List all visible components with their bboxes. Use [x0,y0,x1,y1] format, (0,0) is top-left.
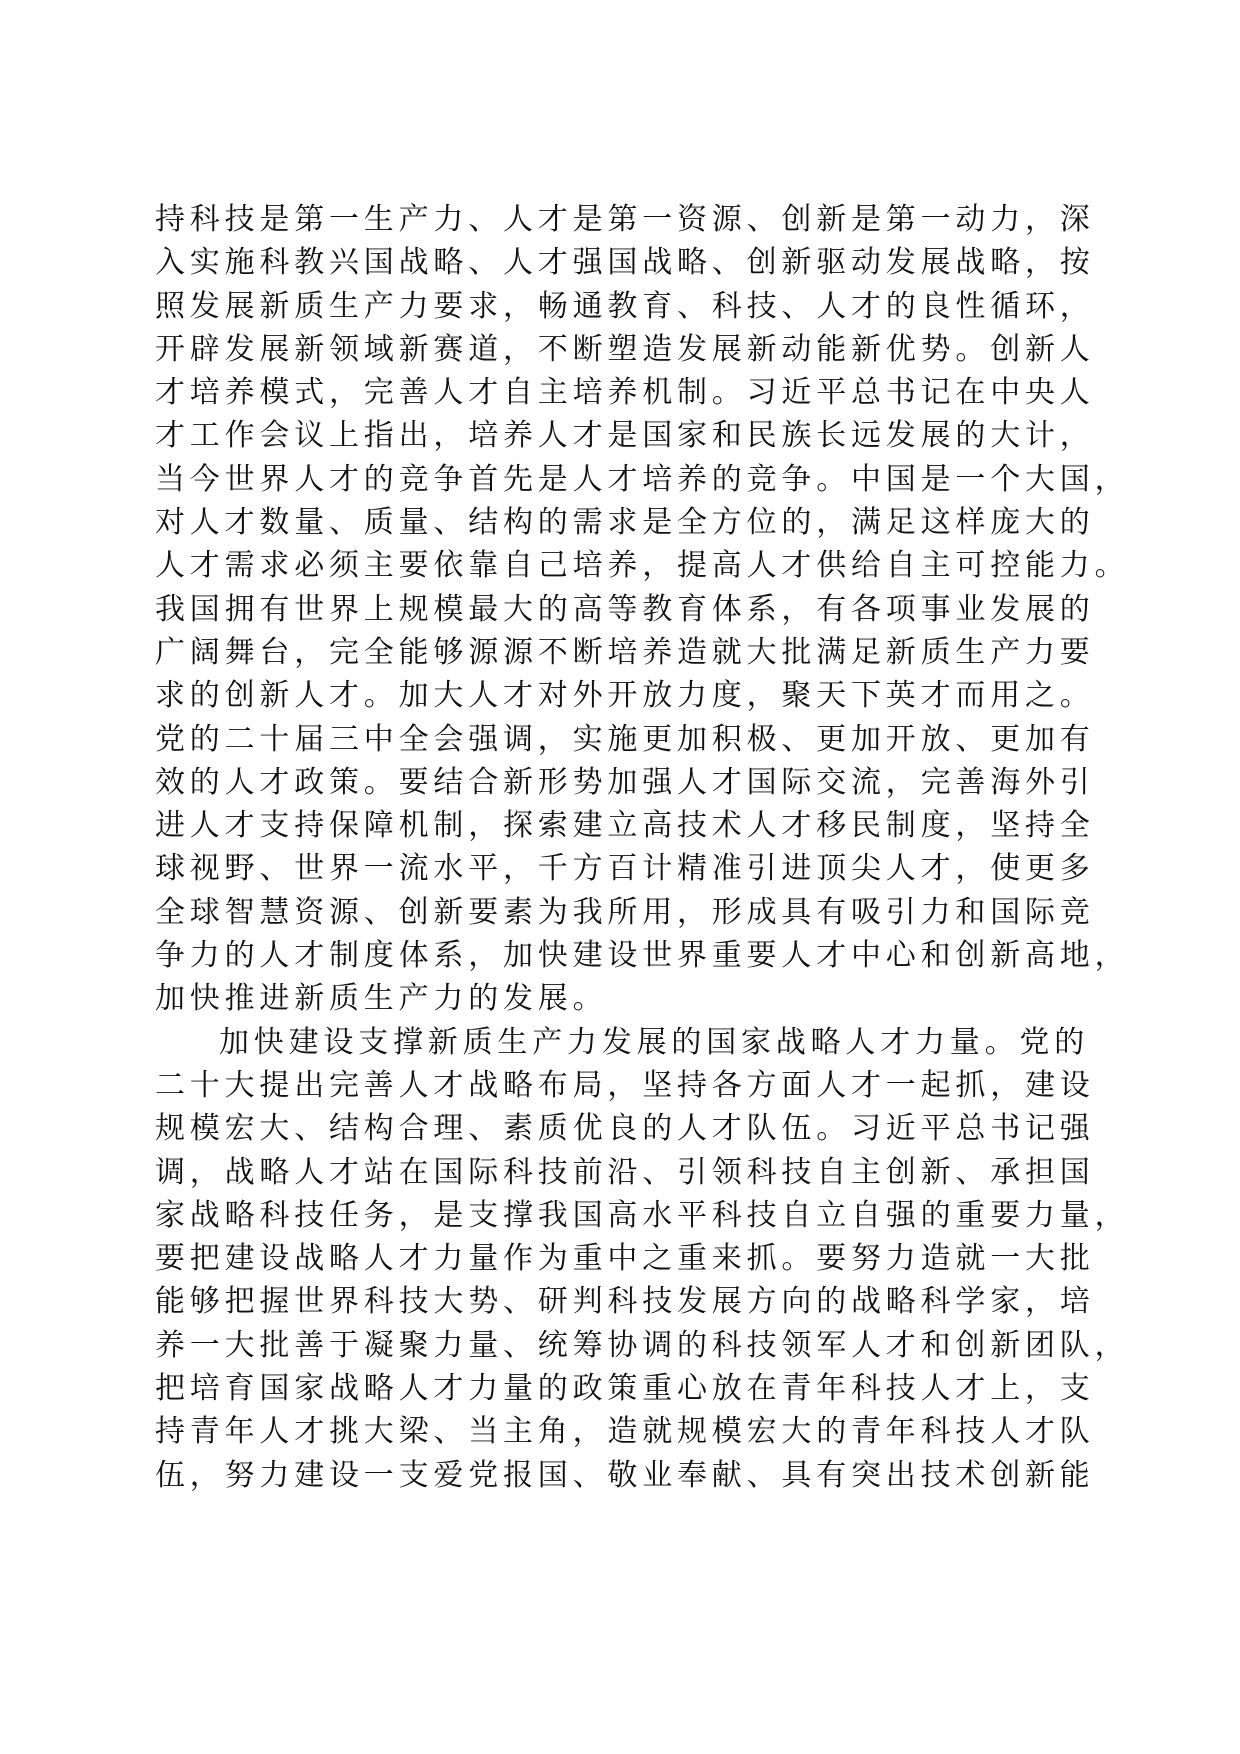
text-line: 当今世界人才的竞争首先是人才培养的竞争。中国是一个大国， [155,461,1130,497]
text-line: 要把建设战略人才力量作为重中之重来抓。要努力造就一大批 [155,1241,1095,1277]
text-line: 求的创新人才。加大人才对外开放力度，聚天下英才而用之。 [155,678,1095,714]
text-line: 照发展新质生产力要求，畅通教育、科技、人才的良性循环， [155,288,1095,324]
text-line: 加快推进新质生产力的发展。 [155,981,608,1017]
text-line: 对人才数量、质量、结构的需求是全方位的，满足这样庞大的 [155,505,1095,541]
text-line: 效的人才政策。要结合新形势加强人才国际交流，完善海外引 [155,764,1095,800]
text-line: 争力的人才制度体系，加快建设世界重要人才中心和创新高地， [155,938,1130,974]
text-line: 持青年人才挑大梁、当主角，造就规模宏大的青年科技人才队 [155,1414,1095,1450]
text-line: 我国拥有世界上规模最大的高等教育体系，有各项事业发展的 [155,591,1095,627]
text-line: 入实施科教兴国战略、人才强国战略、创新驱动发展战略，按 [155,245,1095,281]
text-line: 养一大批善于凝聚力量、统筹协调的科技领军人才和创新团队， [155,1327,1130,1363]
text-line: 持科技是第一生产力、人才是第一资源、创新是第一动力，深 [155,202,1095,237]
text-line: 伍，努力建设一支爱党报国、敬业奉献、具有突出技术创新能 [155,1457,1095,1493]
text-line: 才工作会议上指出，培养人才是国家和民族长远发展的大计， [155,418,1095,454]
text-line: 加快建设支撑新质生产力发展的国家战略人才力量。党的 [219,1024,1089,1060]
text-line: 球视野、世界一流水平，千方百计精准引进顶尖人才，使更多 [155,851,1095,887]
text-line: 调，战略人才站在国际科技前沿、引领科技自主创新、承担国 [155,1154,1095,1190]
text-line: 人才需求必须主要依靠自己培养，提高人才供给自主可控能力。 [155,548,1130,584]
text-line: 全球智慧资源、创新要素为我所用，形成具有吸引力和国际竞 [155,894,1095,930]
text-line: 家战略科技任务，是支撑我国高水平科技自立自强的重要力量， [155,1197,1130,1233]
text-line: 二十大提出完善人才战略布局，坚持各方面人才一起抓，建设 [155,1067,1095,1103]
text-line: 把培育国家战略人才力量的政策重心放在青年科技人才上，支 [155,1371,1095,1407]
body-text [155,198,1130,1497]
text-line: 进人才支持保障机制，探索建立高技术人才移民制度，坚持全 [155,808,1095,844]
text-line: 才培养模式，完善人才自主培养机制。习近平总书记在中央人 [155,375,1095,411]
text-line: 开辟发展新领域新赛道，不断塑造发展新动能新优势。创新人 [155,331,1095,367]
text-line: 能够把握世界科技大势、研判科技发展方向的战略科学家，培 [155,1284,1095,1320]
text-line: 规模宏大、结构合理、素质优良的人才队伍。习近平总书记强 [155,1111,1095,1147]
text-line: 党的二十届三中全会强调，实施更加积极、更加开放、更加有 [155,721,1095,757]
text-line: 广阔舞台，完全能够源源不断培养造就大批满足新质生产力要 [155,634,1095,670]
